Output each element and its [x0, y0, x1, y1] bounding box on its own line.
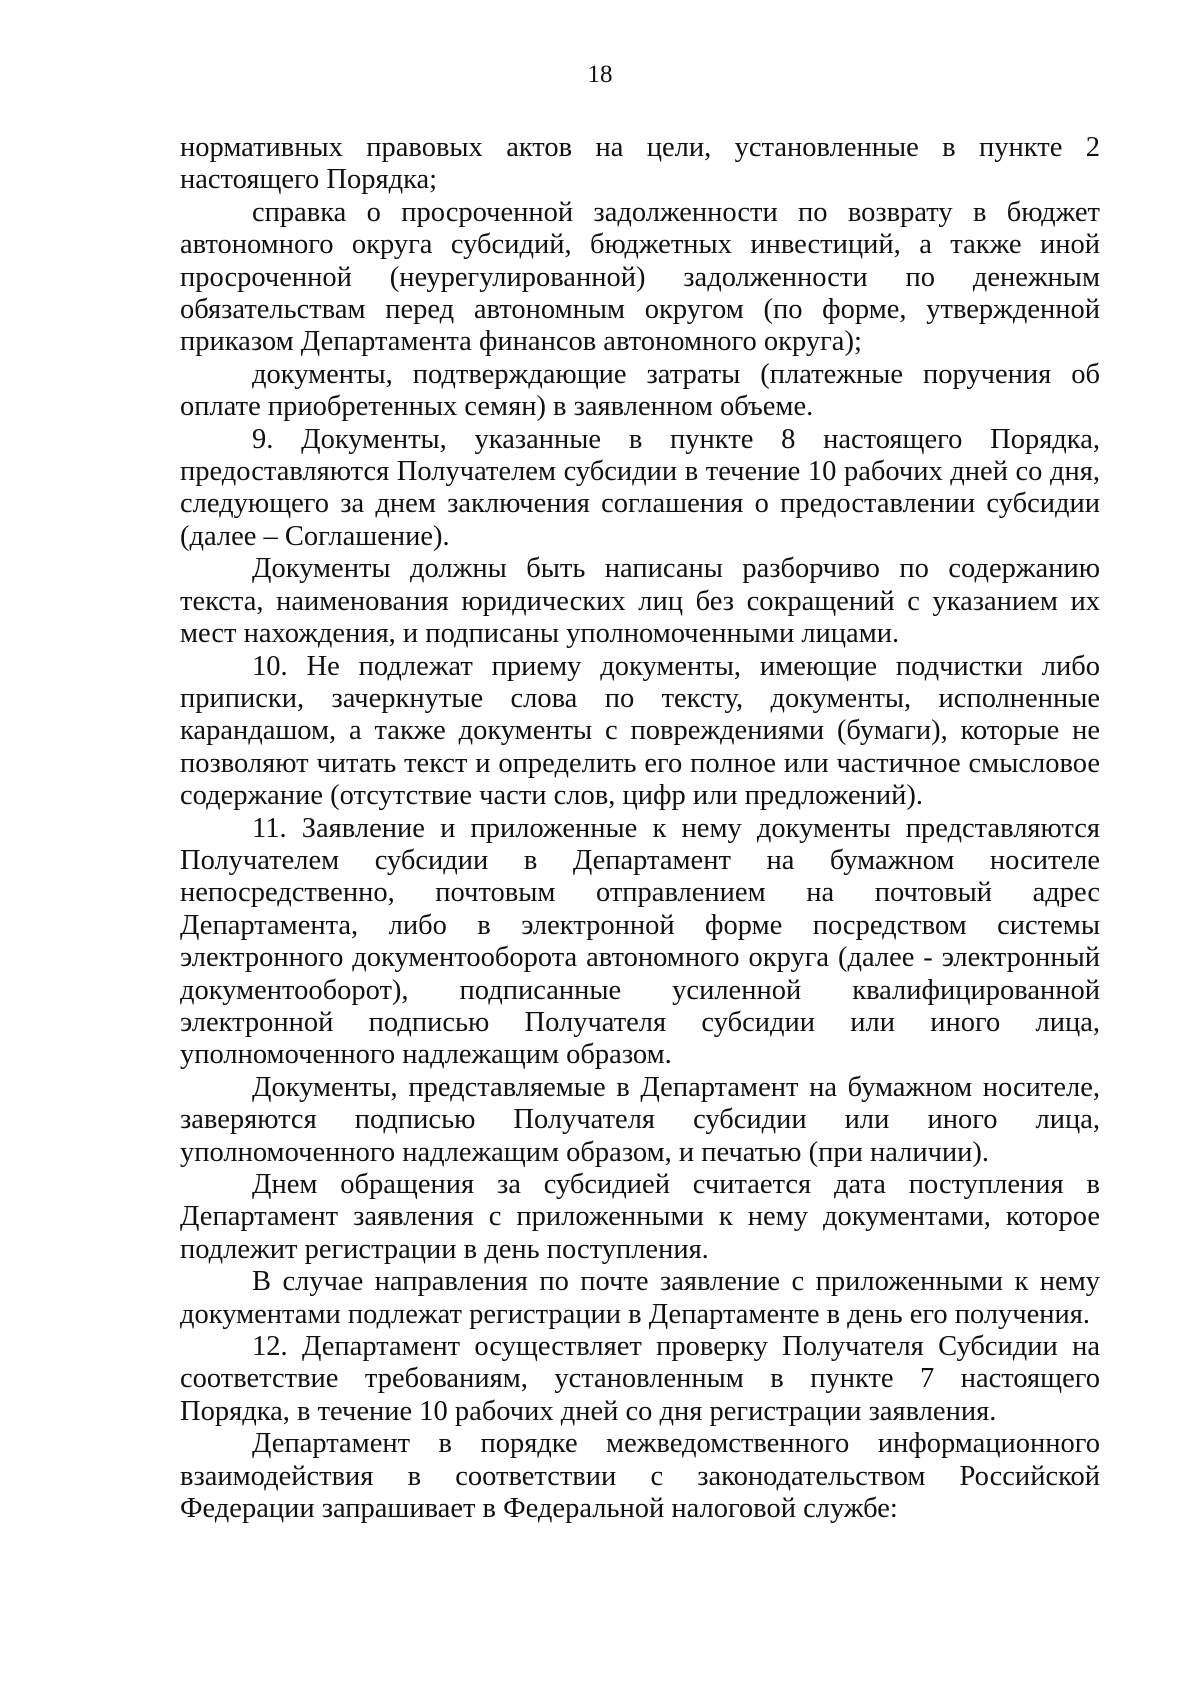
paragraph-interagency-request: Департамент в порядке межведомственного информационного взаимодействия в соответствии с законодательством Российской Федерации запрашивает в Федеральной налоговой службе:: [180, 1428, 1100, 1525]
paragraph-item-9: 9. Документы, указанные в пункте 8 настоящего Порядка, предоставляются Получателем субсидии в течение 10 рабочих дней со дня, следующего за днем заключения соглашения о предоставлении субсидии (далее – Соглашение).: [180, 423, 1100, 552]
document-body: [180, 132, 1100, 1525]
paragraph-debt-certificate: справка о просроченной задолженности по возврату в бюджет автономного округа субсидий, бюджетных инвестиций, а также иной просроченной (неурегулированной) задолженности по денежным обязательствам перед автономным округом (по форме, утвержденной приказом Департамента финансов автономного округа);: [180, 196, 1100, 358]
paragraph-item-12: 12. Департамент осуществляет проверку Получателя Субсидии на соответствие требованиям, установленным в пункте 7 настоящего Порядка, в течение 10 рабочих дней со дня регистрации заявления.: [180, 1331, 1100, 1427]
paragraph-mail-registration: В случае направления по почте заявление с приложенными к нему документами подлежат регистрации в Департаменте в день его получения.: [180, 1266, 1100, 1330]
paragraph-application-date: Днем обращения за субсидией считается дата поступления в Департамент заявления с приложенными к нему документами, которое подлежит регистрации в день поступления.: [180, 1169, 1100, 1265]
paragraph-continuation: нормативных правовых актов на цели, установленные в пункте 2 настоящего Порядка;: [180, 132, 1100, 196]
paragraph-paper-certification: Документы, представляемые в Департамент на бумажном носителе, заверяются подписью Получателя субсидии или иного лица, уполномоченного надлежащим образом, и печатью (при наличии).: [180, 1071, 1100, 1168]
paragraph-cost-documents: документы, подтверждающие затраты (платежные поручения об оплате приобретенных семян) в заявленном объеме.: [180, 358, 1100, 423]
page-number: 18: [587, 61, 613, 88]
paragraph-legibility: Документы должны быть написаны разборчиво по содержанию текста, наименования юридических лиц без сокращений с указанием их мест нахождения, и подписаны уполномоченными лицами.: [180, 553, 1100, 650]
paragraph-item-10: 10. Не подлежат приему документы, имеющие подчистки либо приписки, зачеркнутые слова по тексту, документы, исполненные карандашом, а также документы с повреждениями (бумаги), которые не позволяют читать текст и определить его полное или частичное смысловое содержание (отсутствие части слов, цифр или предложений).: [180, 650, 1100, 812]
paragraph-item-11: 11. Заявление и приложенные к нему документы представляются Получателем субсидии в Департамент на бумажном носителе непосредственно, почтовым отправлением на почтовый адрес Департамента, либо в электронной форме посредством системы электронного документооборота автономного округа (далее - электронный документооборот), подписанные усиленной квалифицированной электронной подписью Получателя субсидии или иного лица, уполномоченного надлежащим образом.: [180, 812, 1100, 1071]
